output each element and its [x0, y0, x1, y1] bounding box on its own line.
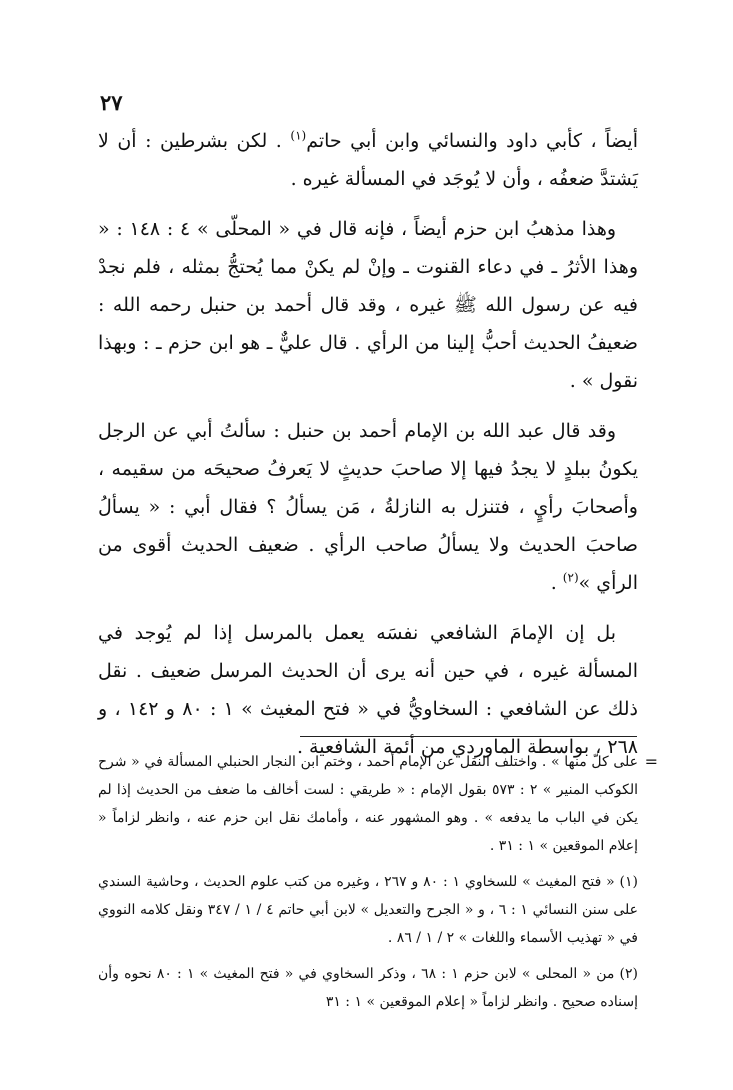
footnote-continued-wrap: [98, 748, 658, 860]
paragraph-3-text: وقد قال عبد الله بن الإمام أحمد بن حنبل : سألتُ أبي عن الرجل يكونُ ببلدٍ لا يجدُ فيها إلا صاحبَ حديثٍ لا يَعرفُ صحيحَه من سقيمه ، وأصحابَ رأيٍ ، فتنزل به النازلةُ ، مَن يسألُ ؟ فقال أبي : « يسألُ صاحبَ الحديث ولا يسألُ صاحب الرأي . ضعيف الحديث أقوى من الرأي »: [98, 420, 638, 594]
paragraph-1: [98, 122, 638, 198]
paragraph-1-tail: . لكن بشرطين : أن لا يَشتدَّ ضعفُه ، وأن لا يُوجَد في المسألة غيره .: [98, 130, 638, 190]
footnotes: [98, 748, 658, 1024]
footnote-2: (٢) من « المحلى » لابن حزم ١ : ٦٨ ، وذكر السخاوي في « فتح المغيث » ١ : ٨٠ نحوه وأن إسناده صحيح . وانظر لزاماً « إعلام الموقعين » ١ : ٣١: [98, 966, 639, 1010]
footnote-continued: على كلّ منها » . واختلف النقل عن الإمام أحمد ، وختم ابن النجار الحنبلي المسألة في « شرح الكوكب المنير » ٢ : ٥٧٣ بقول الإمام : « طريقي : لست أخالف ما ضعف من الحديث إذا لم يكن في الباب ما يدفعه » . وهو المشهور عنه ، وأمامك نقل ابن حزم عنه ، وانظر لزاماً « إعلام الموقعين » ١ : ٣١ .: [98, 754, 638, 854]
continuation-mark: =: [644, 752, 658, 771]
footnote-ref-2: (٢): [562, 570, 579, 585]
paragraph-2: وهذا مذهبُ ابن حزم أيضاً ، فإنه قال في « المحلّى » ٤ : ١٤٨ : « وهذا الأثرُ ـ في دعاء القنوت ـ وإنْ لم يكنْ مما يُحتجُّ بمثله ، فلم نجدْ فيه عن رسول الله ﷺ غيره ، وقد قال أحمد بن حنبل رحمه الله : ضعيفُ الحديث أحبُّ إلينا من الرأي . قال عليٌّ ـ هو ابن حزم ـ : وبهذا نقول » .: [98, 218, 638, 392]
paragraph-3: [98, 412, 638, 602]
footnote-1: (١) « فتح المغيث » للسخاوي ١ : ٨٠ و ٢٦٧ ، وغيره من كتب علوم الحديث ، وحاشية السندي على سنن النسائي ١ : ٦ ، و « الجرح والتعديل » لابن أبي حاتم ٤ / ١ / ٣٤٧ ونقل كلامه النووي في « تهذيب الأسماء واللغات » ٢ / ١ / ٨٦ .: [98, 874, 638, 946]
paragraph-4: بل إن الإمامَ الشافعي نفسَه يعمل بالمرسل إذا لم يُوجد في المسألة غيره ، في حين أنه يرى أن الحديث المرسل ضعيف . نقل ذلك عن الشافعي : السخاويُّ في « فتح المغيث » ١ : ٨٠ و ١٤٢ ، و ٢٦٨ ، بواسطة الماوردي من أئمة الشافعية .: [98, 622, 638, 758]
footnote-ref-1: (١): [290, 128, 307, 143]
paragraph-3-tail: .: [550, 572, 557, 594]
footnote-separator: [300, 736, 637, 737]
main-text: [98, 122, 638, 778]
paragraph-1-text: أيضاً ، كأبي داود والنسائي وابن أبي حاتم: [306, 130, 638, 152]
page-number: ٢٧: [100, 90, 123, 115]
